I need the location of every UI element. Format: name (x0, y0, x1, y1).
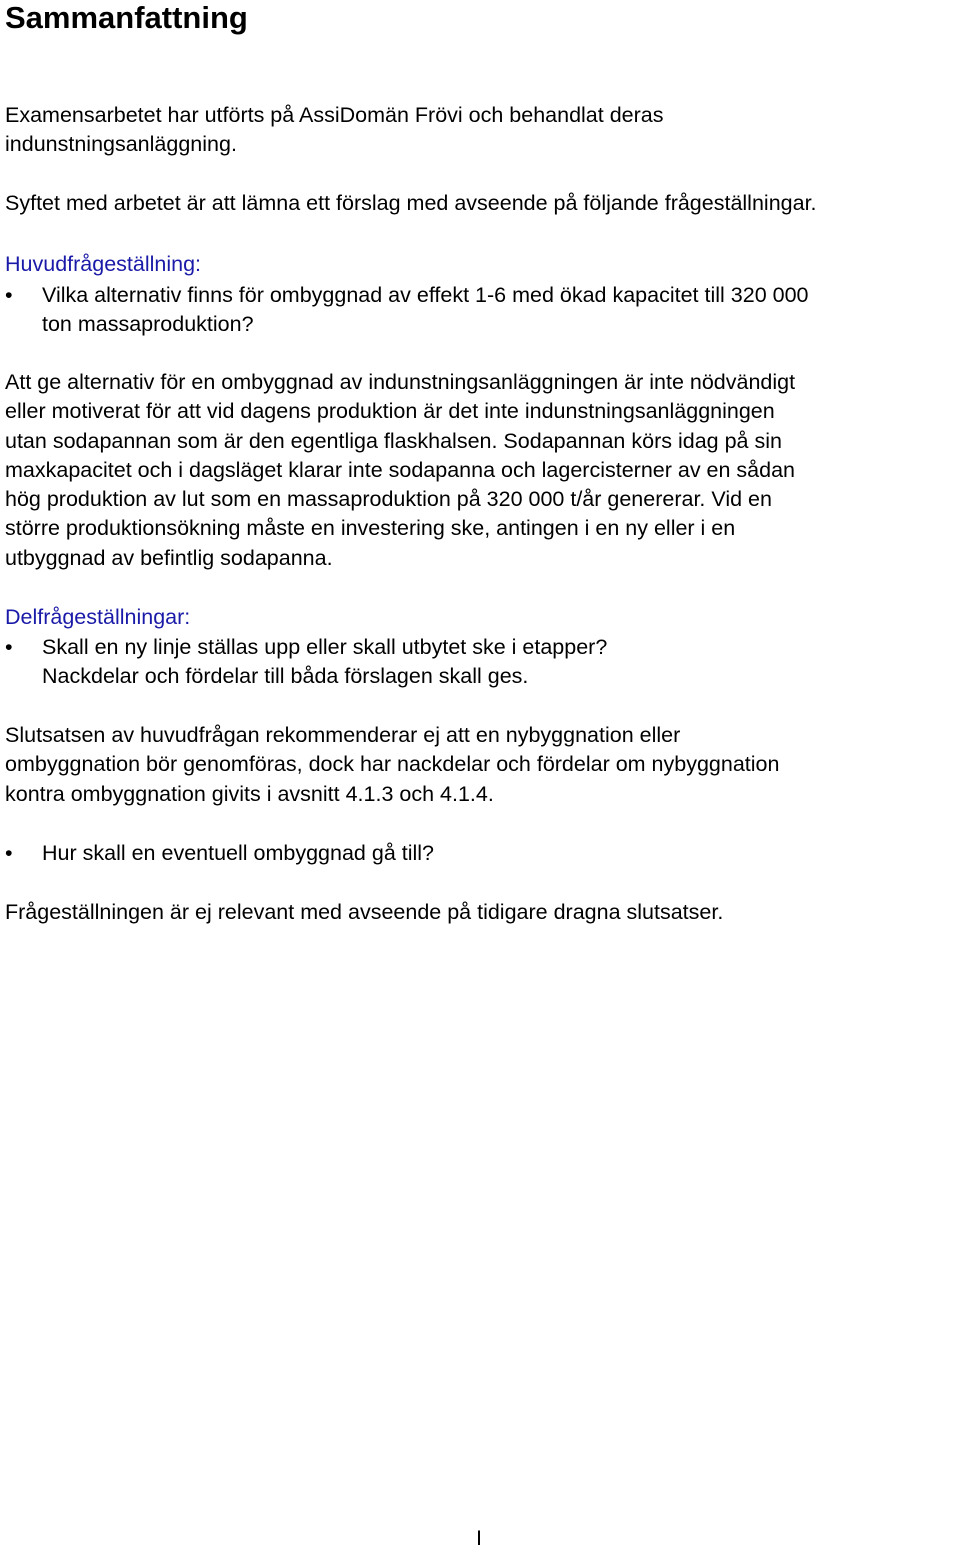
intro-paragraph (5, 101, 664, 160)
answer-line: hög produktion av lut som en massaproduktion på 320 000 t/år genererar. Vid en (5, 487, 772, 512)
conclusion-line: kontra ombyggnation givits i avsnitt 4.1.3 och 4.1.4. (5, 781, 494, 806)
intro-line: indunstningsanläggning. (5, 132, 237, 157)
answer-line: utan sodapannan som är den egentliga flaskhalsen. Sodapannan körs idag på sin (5, 428, 782, 453)
sub-questions-text (42, 633, 607, 692)
conclusion-paragraph (5, 721, 779, 809)
bullet-icon: • (5, 841, 13, 865)
main-question-text (42, 281, 809, 340)
purpose-paragraph: Syftet med arbetet är att lämna ett förslag med avseende på följande frågeställningar. (5, 191, 817, 215)
conclusion-line: Slutsatsen av huvudfrågan rekommenderar ej att en nybyggnation eller (5, 723, 681, 747)
sub-questions-label: Delfrågeställningar: (5, 605, 191, 629)
page-title: Sammanfattning (5, 0, 248, 35)
final-statement: Frågeställningen är ej relevant med avseende på tidigare dragna slutsatser. (5, 900, 724, 924)
main-question-line: ton massaproduktion? (42, 312, 254, 337)
page-number: I (476, 1526, 482, 1550)
bullet-icon: • (5, 635, 13, 659)
conclusion-line: ombyggnation bör genomföras, dock har nackdelar och fördelar om nybyggnation (5, 752, 780, 777)
main-question-label: Huvudfrågeställning: (5, 252, 202, 276)
answer-line: eller motiverat för att vid dagens produktion är det inte indunstningsanläggningen (5, 399, 775, 424)
answer-paragraph (5, 368, 795, 573)
bullet-icon: • (5, 283, 13, 307)
answer-line: större produktionsökning måste en investering ske, antingen i en ny eller i en (5, 516, 736, 541)
answer-line: utbyggnad av befintlig sodapanna. (5, 545, 333, 570)
answer-line: Att ge alternativ för en ombyggnad av indunstningsanläggningen är inte nödvändigt (5, 370, 796, 394)
answer-line: maxkapacitet och i dagsläget klarar inte sodapanna och lagercisterner av en sådan (5, 457, 796, 482)
intro-line: Examensarbetet har utförts på AssiDomän Frövi och behandlat deras (5, 103, 664, 127)
sub-question-line: Skall en ny linje ställas upp eller skall utbytet ske i etapper? (42, 635, 608, 659)
second-question-text: Hur skall en eventuell ombyggnad gå till? (42, 841, 435, 865)
sub-question-line: Nackdelar och fördelar till båda förslagen skall ges. (42, 664, 529, 689)
main-question-line: Vilka alternativ finns för ombyggnad av effekt 1-6 med ökad kapacitet till 320 000 (42, 283, 809, 307)
